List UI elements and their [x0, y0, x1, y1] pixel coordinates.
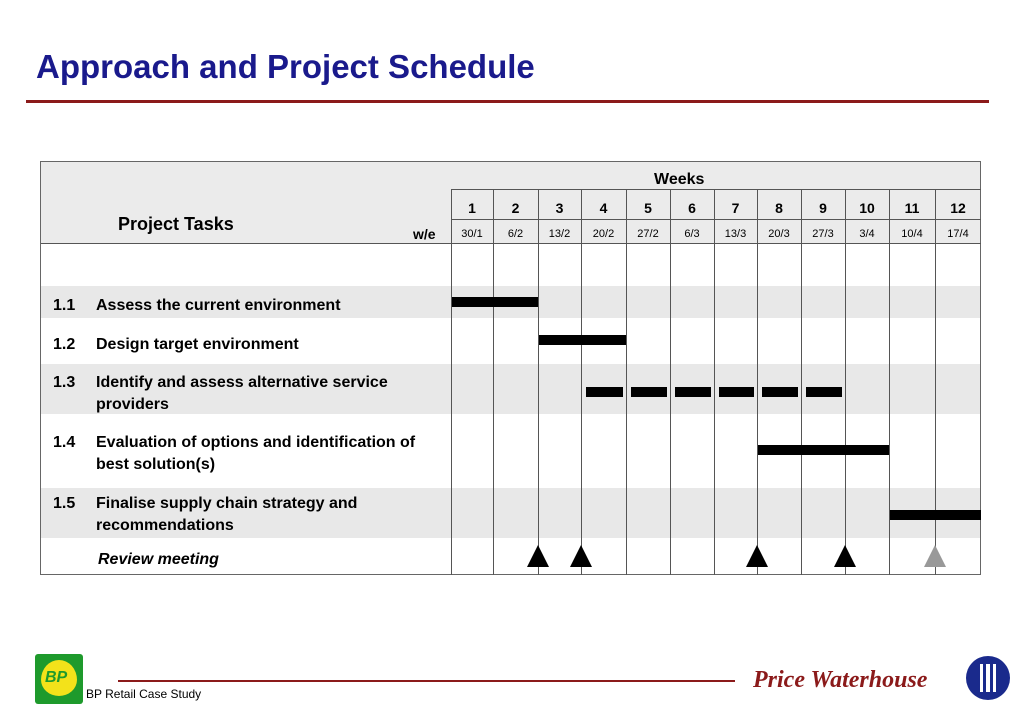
case-study-label: BP Retail Case Study [86, 687, 202, 701]
week-ending-date: 20/3 [768, 228, 790, 240]
week-ending-date: 27/2 [637, 228, 659, 240]
week-ending-date: 27/3 [812, 228, 834, 240]
week-number: 7 [731, 200, 740, 216]
header-divider [41, 243, 981, 244]
week-ending-date: 10/4 [901, 228, 923, 240]
review-milestone-icon [924, 545, 946, 567]
week-column-line [451, 189, 452, 575]
week-number: 10 [859, 200, 875, 216]
task-bar [452, 297, 538, 307]
task-number: 1.1 [53, 297, 76, 314]
review-meeting-label: Review meeting [98, 551, 219, 568]
week-ending-date: 17/4 [947, 228, 969, 240]
bp-shield-icon [41, 660, 77, 696]
week-number: 4 [599, 200, 608, 216]
task-number: 1.3 [53, 374, 76, 391]
review-milestone-icon [834, 545, 856, 567]
review-milestone-icon [527, 545, 549, 567]
weeks-divider [451, 189, 981, 190]
weeks-header: Weeks [654, 171, 705, 188]
task-bar [539, 335, 626, 345]
task-number: 1.5 [53, 495, 76, 512]
bp-logo-text: BP [45, 669, 68, 686]
price-waterhouse-logo-icon [966, 656, 1010, 700]
page-title: Approach and Project Schedule [36, 48, 535, 85]
week-number: 5 [644, 200, 652, 216]
task-number: 1.4 [53, 434, 76, 451]
week-column-line [714, 189, 715, 575]
task-bar [762, 387, 798, 397]
week-ending-date: 6/3 [684, 228, 700, 240]
week-number: 3 [555, 200, 564, 216]
review-milestone-icon [746, 545, 768, 567]
task-bar [758, 445, 889, 455]
week-number: 12 [950, 200, 966, 216]
week-ending-label: w/e [413, 226, 436, 242]
task-number: 1.2 [53, 336, 76, 353]
week-number: 1 [468, 200, 476, 216]
week-ending-date: 13/3 [724, 228, 747, 240]
footer-divider [118, 680, 735, 682]
week-ending-date: 20/2 [592, 228, 615, 240]
week-column-line [757, 189, 758, 575]
week-column-line [581, 189, 582, 575]
task-name: Identify and assess alternative service providers [96, 374, 388, 413]
task-name: Finalise supply chain strategy and recommendations [96, 495, 358, 534]
task-bar [675, 387, 711, 397]
project-tasks-header: Project Tasks [118, 214, 234, 234]
week-column-line [538, 189, 539, 575]
week-ending-date: 13/2 [548, 228, 571, 240]
task-name: Assess the current environment [96, 297, 341, 314]
week-number: 6 [688, 200, 696, 216]
week-column-line [670, 189, 671, 575]
week-ending-date: 6/2 [507, 228, 524, 240]
week-ending-date: 3/4 [859, 228, 875, 240]
week-number: 2 [511, 200, 520, 216]
task-bar [719, 387, 754, 397]
task-bar [806, 387, 842, 397]
week-number: 11 [904, 200, 920, 216]
week-column-line [801, 189, 802, 575]
week-column-line [626, 189, 627, 575]
task-name: Evaluation of options and identification of best solution(s) [96, 434, 416, 473]
week-column-line [493, 189, 494, 575]
task-bar [631, 387, 667, 397]
task-bar [586, 387, 623, 397]
week-date-divider [451, 219, 981, 220]
review-milestone-icon [570, 545, 592, 567]
week-column-line [845, 189, 846, 575]
bp-logo [35, 654, 83, 704]
task-name: Design target environment [96, 336, 299, 353]
brand-name: Price Waterhouse [753, 667, 928, 693]
task-bar [890, 510, 981, 520]
week-number: 9 [819, 200, 827, 216]
week-ending-date: 30/1 [461, 228, 483, 240]
week-number: 8 [775, 200, 783, 216]
